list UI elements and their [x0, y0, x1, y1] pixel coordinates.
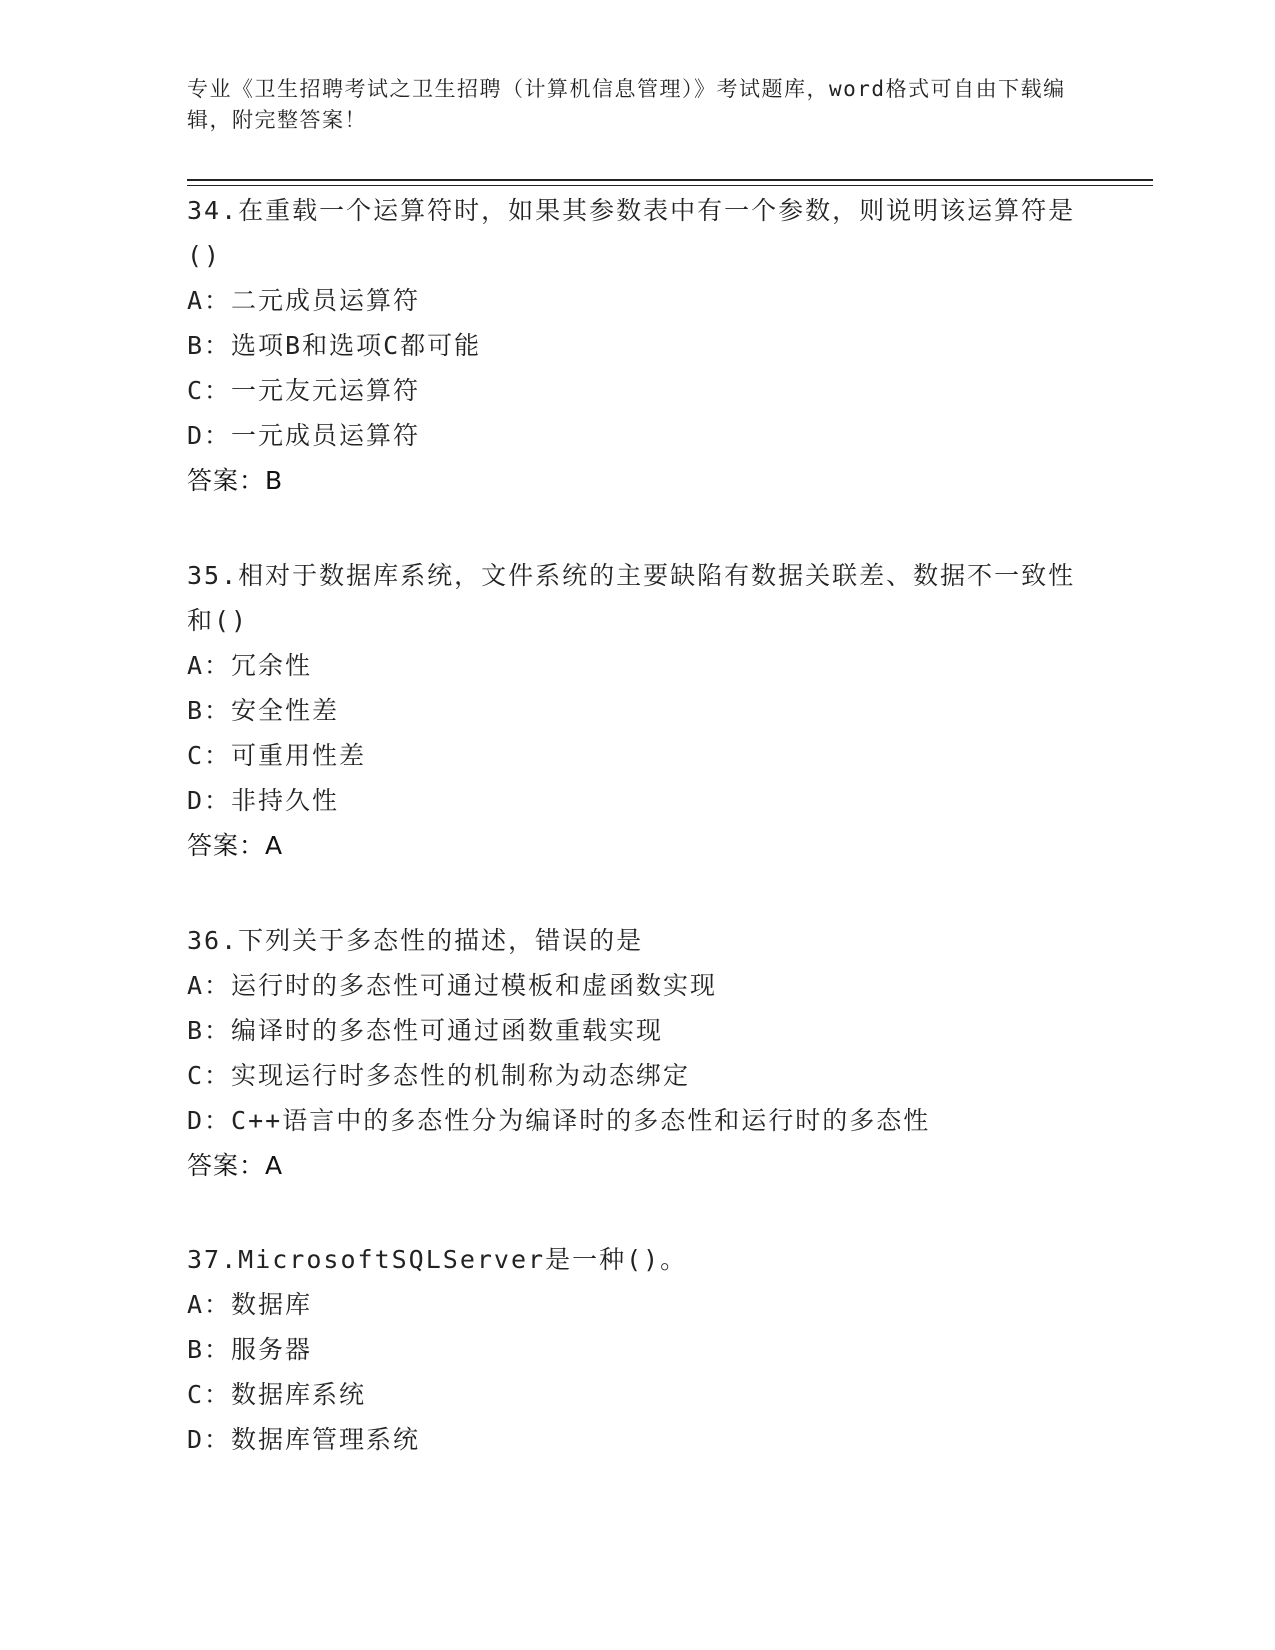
header-divider: [187, 179, 1153, 186]
answer-text: 答案：B: [187, 466, 284, 495]
option-a: A：冗余性: [187, 651, 313, 680]
answer-text: 答案：A: [187, 1151, 284, 1180]
option-b: B：安全性差: [187, 696, 340, 725]
question-36: [187, 918, 1087, 1188]
option-b: B：服务器: [187, 1335, 313, 1364]
option-a: A：二元成员运算符: [187, 286, 421, 315]
option-d: D：C++语言中的多态性分为编译时的多态性和运行时的多态性: [187, 1106, 931, 1135]
option-c: C：数据库系统: [187, 1380, 367, 1409]
question-stem: 34.在重载一个运算符时，如果其参数表中有一个参数，则说明该运算符是(): [187, 196, 1076, 270]
option-b: B：编译时的多态性可通过函数重载实现: [187, 1016, 664, 1045]
question-35: [187, 553, 1087, 868]
option-a: A：数据库: [187, 1290, 313, 1319]
option-d: D：一元成员运算符: [187, 421, 421, 450]
option-a: A：运行时的多态性可通过模板和虚函数实现: [187, 971, 718, 1000]
option-b: B：选项B和选项C都可能: [187, 331, 482, 360]
question-stem: 36.下列关于多态性的描述，错误的是: [187, 926, 644, 955]
document-header: 专业《卫生招聘考试之卫生招聘（计算机信息管理）》考试题库，word格式可自由下载编辑，附完整答案！: [187, 77, 1066, 132]
option-d: D：非持久性: [187, 786, 340, 815]
option-d: D：数据库管理系统: [187, 1425, 421, 1454]
option-c: C：可重用性差: [187, 741, 367, 770]
answer-text: 答案：A: [187, 831, 284, 860]
question-37: [187, 1237, 1087, 1462]
question-stem: 37.MicrosoftSQLServer是一种()。: [187, 1245, 688, 1274]
question-stem: 35.相对于数据库系统，文件系统的主要缺陷有数据关联差、数据不一致性和(): [187, 561, 1076, 635]
question-34: [187, 188, 1087, 503]
option-c: C：一元友元运算符: [187, 376, 421, 405]
option-c: C：实现运行时多态性的机制称为动态绑定: [187, 1061, 691, 1090]
